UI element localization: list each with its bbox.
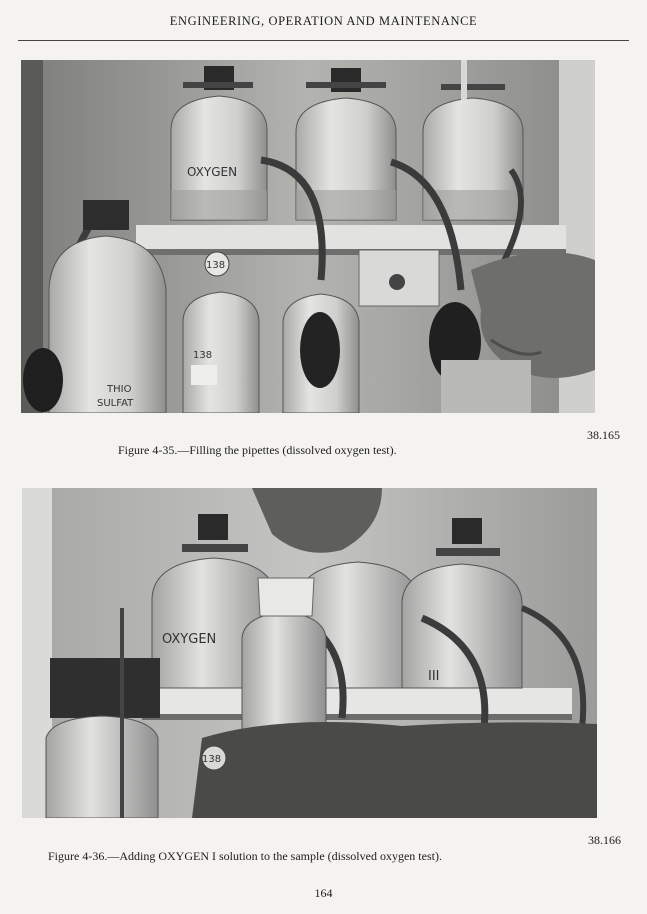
oxygen-label-1: OXYGEN <box>162 632 217 647</box>
running-header: ENGINEERING, OPERATION AND MAINTENANCE <box>169 14 478 28</box>
thiosulfate-label-line-1: THIO <box>107 384 132 395</box>
figure-4-35-photo <box>21 60 595 413</box>
figure-id: 38.165 <box>587 428 620 442</box>
figure-4-36-photo <box>22 488 597 818</box>
page-number: 164 <box>314 886 333 900</box>
header-rule <box>18 40 629 41</box>
figure-caption: Figure 4-36.—Adding OXYGEN I solution to the sample (dissolved oxygen test). <box>48 849 442 863</box>
oxygen-label-1: OXYGEN <box>187 165 238 179</box>
bottle-number-tag: 138 <box>202 754 222 765</box>
figure-caption: Figure 4-35.—Filling the pipettes (dissolved oxygen test). <box>118 443 397 457</box>
roman-three-label: III <box>428 669 440 684</box>
bottle-number-etch: 138 <box>193 350 213 361</box>
figure-id: 38.166 <box>588 833 621 847</box>
thiosulfate-label-line-2: SULFAT <box>97 398 134 409</box>
bottle-number-tag: 138 <box>206 260 226 271</box>
